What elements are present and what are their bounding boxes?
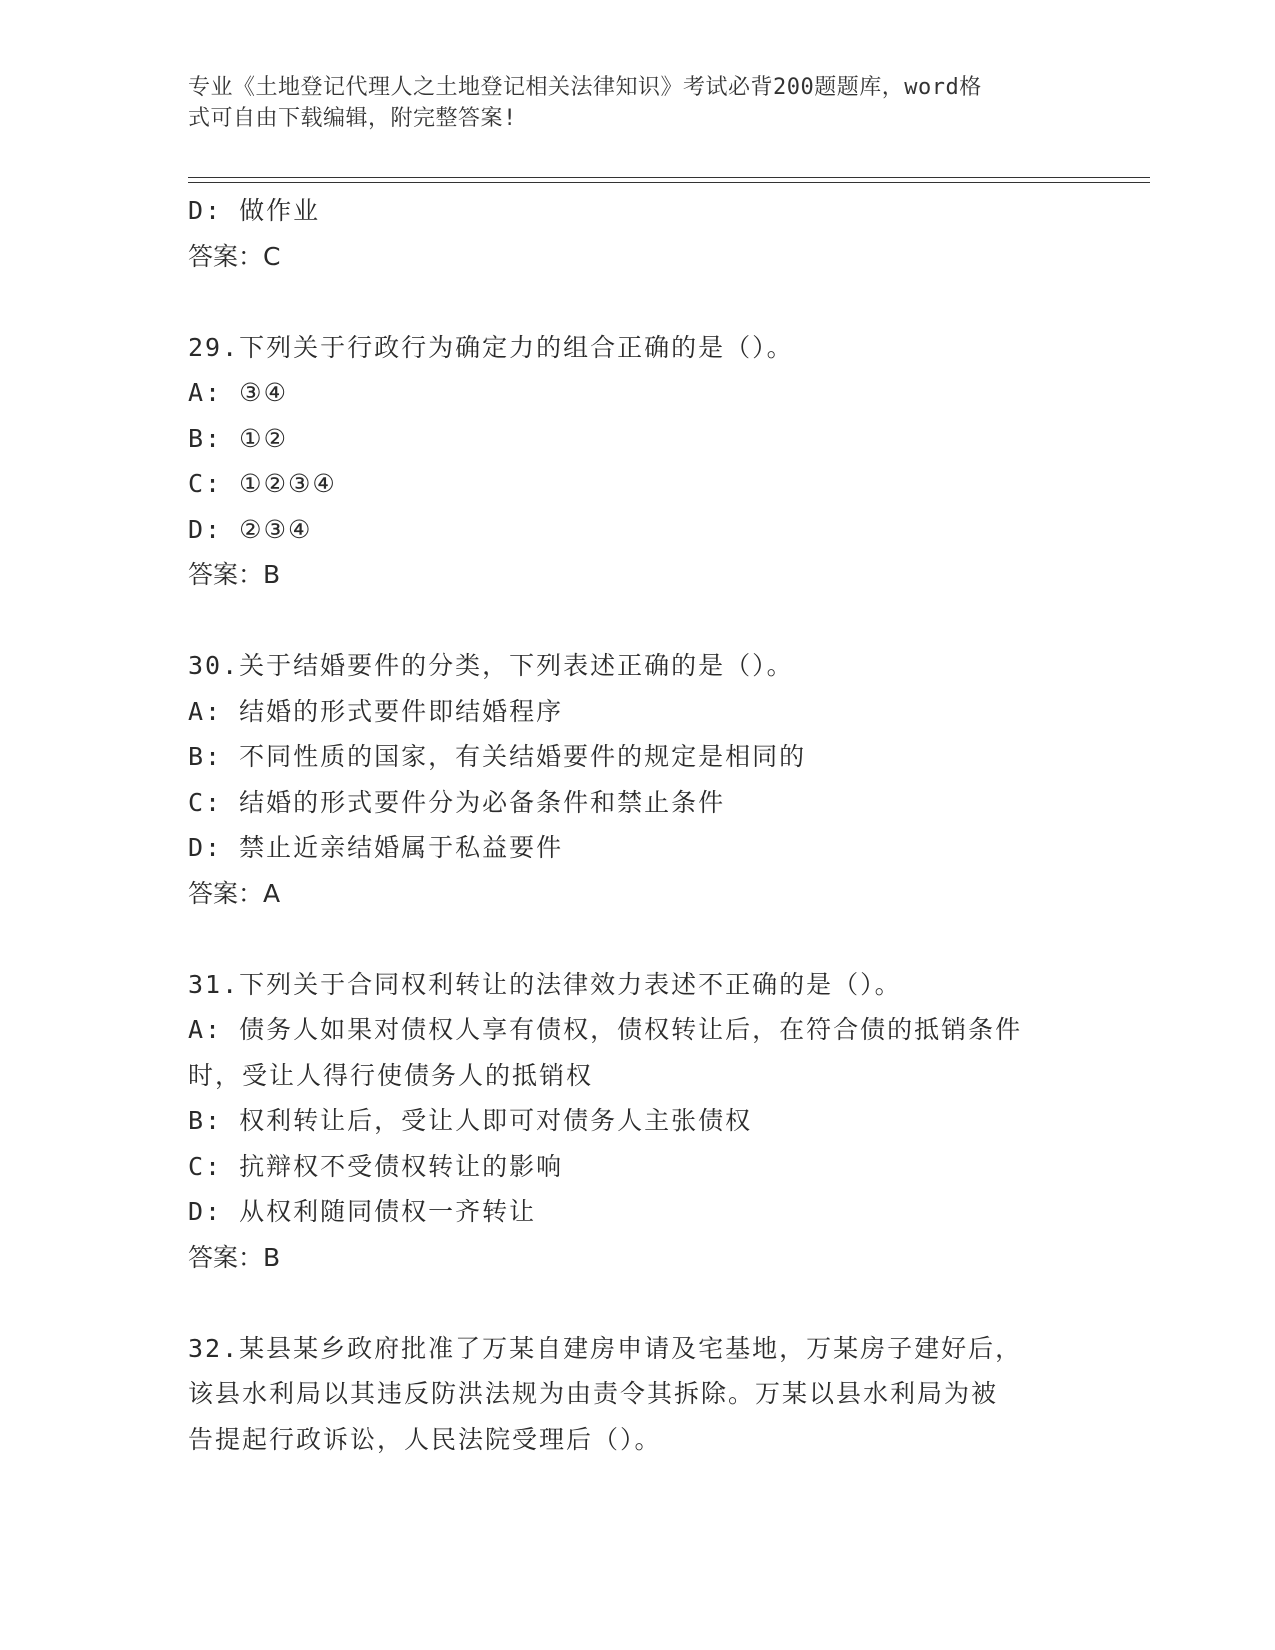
header-line-1: 专业《土地登记代理人之土地登记相关法律知识》考试必背200题题库，word格	[188, 75, 982, 100]
question-31	[188, 962, 1088, 1281]
option-c: C: 抗辩权不受债权转让的影响	[188, 1151, 564, 1181]
question-stem: 31.下列关于合同权利转让的法律效力表述不正确的是（）。	[188, 969, 902, 999]
option-d: D: 禁止近亲结婚属于私益要件	[188, 833, 564, 862]
option-c: C: ①②③④	[188, 469, 337, 498]
question-stem: 32.某县某乡政府批准了万某自建房申请及宅基地，万某房子建好后，	[188, 1333, 1023, 1363]
option-b: B: 不同性质的国家，有关结婚要件的规定是相同的	[188, 742, 807, 771]
spacer	[188, 279, 1088, 325]
option-d: D: 从权利随同债权一齐转让	[188, 1197, 537, 1226]
option-a: A: ③④	[188, 378, 288, 407]
question-stem-continued: 告提起行政诉讼，人民法院受理后（）。	[188, 1424, 662, 1454]
answer-line: 答案：B	[188, 560, 281, 589]
page-header	[188, 72, 1068, 134]
spacer	[188, 1280, 1088, 1326]
option-d: D: ②③④	[188, 514, 313, 544]
document-body	[188, 188, 1088, 1462]
question-32	[188, 1326, 1088, 1463]
option-b: B: ①②	[188, 423, 288, 453]
answer-line: 答案：A	[188, 878, 281, 908]
option-a-continued: 时，受让人得行使债务人的抵销权	[188, 1060, 594, 1090]
option-d: D: 做作业	[188, 196, 321, 225]
question-stem-continued: 该县水利局以其违反防洪法规为由责令其拆除。万某以县水利局为被	[188, 1379, 999, 1408]
answer-line: 答案：B	[188, 1242, 281, 1272]
spacer	[188, 916, 1088, 962]
question-stem: 30.关于结婚要件的分类，下列表述正确的是（）。	[188, 651, 794, 680]
header-line-2: 式可自由下载编辑，附完整答案!	[188, 106, 517, 131]
header-divider-bottom	[188, 182, 1150, 183]
question-stem: 29.下列关于行政行为确定力的组合正确的是（）。	[188, 332, 794, 362]
option-a: A: 债务人如果对债权人享有债权，债权转让后，在符合债的抵销条件	[188, 1015, 1023, 1044]
previous-question-tail	[188, 188, 1088, 279]
question-29	[188, 325, 1088, 598]
question-30	[188, 643, 1088, 916]
option-c: C: 结婚的形式要件分为必备条件和禁止条件	[188, 787, 726, 817]
option-b: B: 权利转让后，受让人即可对债务人主张债权	[188, 1106, 753, 1135]
option-a: A: 结婚的形式要件即结婚程序	[188, 696, 564, 726]
spacer	[188, 598, 1088, 644]
header-divider-top	[188, 177, 1150, 178]
answer-line: 答案：C	[188, 241, 281, 271]
